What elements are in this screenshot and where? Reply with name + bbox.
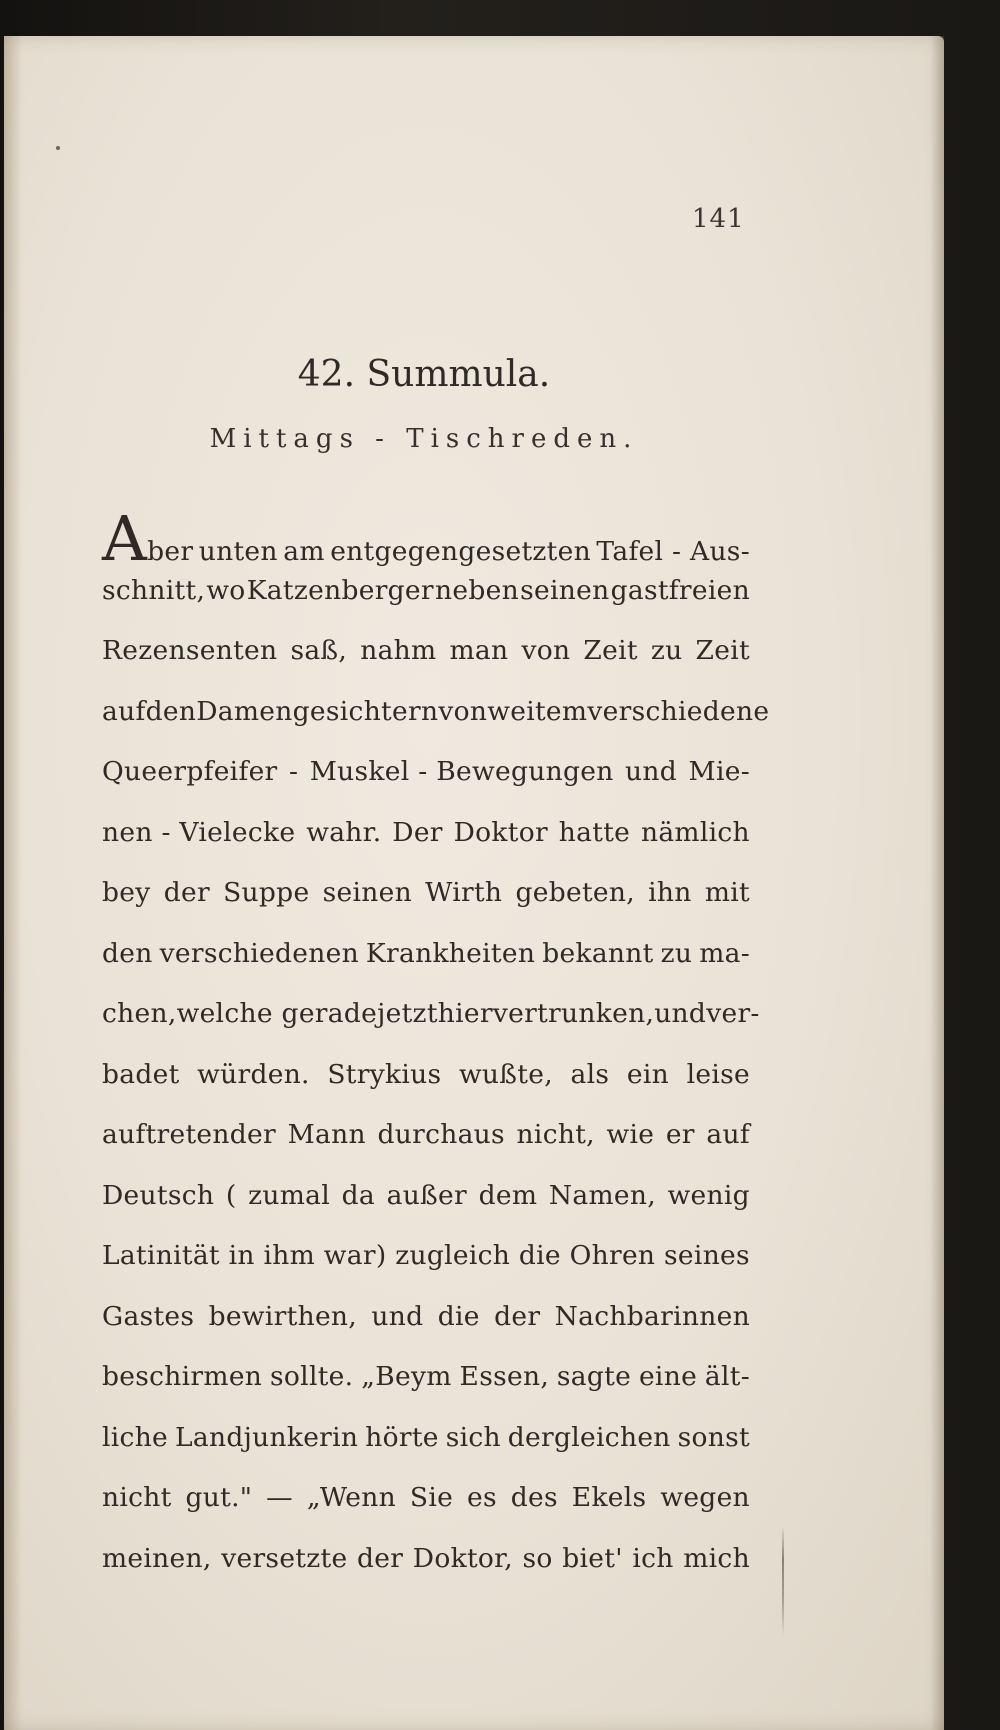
word: Deutsch <box>102 1179 215 1211</box>
word: Krankheiten <box>365 937 536 969</box>
word: den <box>145 695 197 727</box>
word: außer <box>386 1179 468 1211</box>
word: verschiedene <box>587 695 770 727</box>
word: der <box>494 1300 541 1332</box>
word: nicht, <box>516 1119 595 1150</box>
word: durchaus <box>377 1119 505 1150</box>
word: bewirthen, <box>208 1300 358 1332</box>
word: seinen <box>520 574 610 606</box>
word: mit <box>704 877 750 908</box>
text-line <box>102 998 760 1059</box>
word: Ekels <box>571 1482 647 1513</box>
word: bekannt <box>542 937 654 969</box>
word: ihm <box>263 1240 316 1271</box>
word: gastfreien <box>610 574 750 606</box>
word: sagte <box>556 1361 632 1392</box>
word: dem <box>478 1179 538 1211</box>
word: den <box>102 937 153 969</box>
body-text <box>102 502 770 1603</box>
text-line <box>102 1240 750 1301</box>
drop-cap: A <box>102 502 148 575</box>
word: Doktor, <box>412 1542 513 1574</box>
word: „Wenn <box>306 1482 397 1513</box>
word: Suppe <box>223 877 310 908</box>
word: ält- <box>704 1361 750 1392</box>
text-line <box>102 502 750 575</box>
word: so <box>522 1542 553 1574</box>
word: nahm <box>360 635 437 666</box>
word: Zeit <box>695 635 750 666</box>
word: zugleich <box>395 1240 511 1271</box>
word: seines <box>664 1240 750 1271</box>
word: sich <box>445 1421 501 1453</box>
text-line <box>102 575 750 636</box>
word: versetzte <box>221 1542 348 1574</box>
word: Doktor <box>453 816 548 848</box>
word: Gastes <box>102 1300 195 1332</box>
text-line <box>102 1361 750 1422</box>
pencil-mark <box>782 1526 784 1636</box>
text-line <box>102 695 770 757</box>
word: Ohren <box>569 1240 656 1271</box>
word: ihn <box>648 877 692 908</box>
text-line <box>102 1482 750 1543</box>
word: sonst <box>677 1421 750 1453</box>
word: Rezensenten <box>102 635 278 666</box>
text-line <box>102 1422 750 1483</box>
word: Wirth <box>425 877 503 908</box>
word: und <box>371 1300 424 1332</box>
word: Sie <box>409 1482 454 1513</box>
word: Nachbarinnen <box>554 1300 750 1332</box>
word: wahr. <box>306 816 382 848</box>
text-line <box>102 1180 750 1241</box>
word: zu <box>650 635 683 666</box>
word: meinen, <box>102 1542 212 1574</box>
paper-sheet <box>4 36 944 1730</box>
page-number: 141 <box>692 204 745 234</box>
word: Damengesichtern <box>196 695 439 727</box>
word: gut." <box>185 1482 253 1513</box>
word: ( <box>225 1179 237 1211</box>
word: Der <box>392 816 443 848</box>
word: Mie- <box>688 756 750 787</box>
word: man <box>449 635 509 666</box>
word: schnitt, <box>102 574 206 606</box>
word: ein <box>626 1058 670 1090</box>
word: mich <box>683 1542 750 1574</box>
word: von <box>438 695 488 727</box>
word: auf <box>102 695 146 727</box>
word: unten <box>198 536 278 567</box>
paper-speck <box>56 146 60 150</box>
word: Mann <box>287 1119 366 1150</box>
word: es <box>467 1482 497 1513</box>
word: wie <box>606 1119 655 1150</box>
word: nämlich <box>640 816 750 848</box>
word: entgegengesetzten <box>330 536 591 567</box>
text-line <box>102 1119 750 1180</box>
word: Zeit <box>583 635 638 666</box>
word: hörte <box>365 1421 439 1453</box>
text-line <box>102 635 750 696</box>
word: Muskel - Bewegungen <box>309 756 614 787</box>
word: der <box>357 1542 404 1574</box>
text-line <box>102 1543 750 1604</box>
text-line <box>102 938 750 999</box>
page-edge-shadow <box>930 36 944 1730</box>
word: liche <box>102 1421 169 1453</box>
word: Landjunkerin <box>174 1421 359 1453</box>
word: Queerpfeifer <box>102 756 278 787</box>
word: leise <box>686 1058 750 1090</box>
word: gebeten, <box>515 877 635 908</box>
text-line <box>102 756 750 817</box>
word: wegen <box>660 1482 750 1513</box>
word: ich <box>632 1542 674 1574</box>
word: „Beym <box>361 1361 452 1392</box>
word: am <box>283 536 325 567</box>
text-line <box>102 817 750 878</box>
word: Namen, <box>548 1179 656 1211</box>
word: wo <box>206 574 246 606</box>
word: und <box>625 756 678 787</box>
first-word <box>102 502 194 575</box>
word: saß, <box>290 635 348 666</box>
word: in <box>228 1240 255 1271</box>
word: neben <box>435 574 519 606</box>
word: zu <box>660 937 693 969</box>
word: wenig <box>667 1179 750 1211</box>
word: ver- <box>706 998 760 1029</box>
word: wußte, <box>458 1058 553 1090</box>
word: badet <box>102 1058 180 1090</box>
word: chen, <box>102 998 177 1029</box>
word: von <box>521 635 571 666</box>
word: — <box>266 1482 293 1513</box>
word: beschirmen <box>102 1361 263 1392</box>
word: hatte <box>558 816 631 848</box>
word: ber <box>147 536 194 567</box>
word: vertrunken, <box>492 998 655 1029</box>
word: - <box>288 756 299 787</box>
text-line <box>102 877 750 938</box>
word: auftretender <box>102 1119 276 1150</box>
word: nen - Vielecke <box>102 816 296 848</box>
word: nicht <box>102 1482 172 1513</box>
word: da <box>341 1179 375 1211</box>
word: er <box>665 1119 695 1150</box>
word: war) <box>323 1240 387 1271</box>
word: auf <box>706 1119 750 1150</box>
word: Tafel - Aus- <box>596 536 750 567</box>
word: bey <box>102 877 151 908</box>
word: die <box>437 1300 480 1332</box>
word: jetzt <box>377 998 438 1029</box>
word: seinen <box>322 877 412 908</box>
word: Katzenberger <box>246 574 434 606</box>
word: des <box>510 1482 558 1513</box>
word: die <box>518 1240 561 1271</box>
chapter-heading: 42. Summula. <box>297 354 551 395</box>
word: biet' <box>562 1542 623 1574</box>
text-line <box>102 1059 750 1120</box>
word: verschiedenen <box>159 937 359 969</box>
word: weitem <box>487 695 588 727</box>
word: hier <box>437 998 493 1029</box>
word: der <box>163 877 210 908</box>
word: zumal <box>248 1179 331 1211</box>
word: Strykius <box>327 1058 442 1090</box>
word: welche gerade <box>176 998 378 1029</box>
text-line <box>102 1301 750 1362</box>
word: Essen, <box>459 1361 550 1392</box>
word: sollte. <box>270 1361 354 1392</box>
word: und <box>654 998 707 1029</box>
word: würden. <box>197 1058 310 1090</box>
word: Latinität <box>102 1240 220 1271</box>
word: als <box>570 1058 610 1090</box>
chapter-subtitle: Mittags - Tischreden. <box>209 424 639 454</box>
word: eine <box>638 1361 698 1392</box>
word: ma- <box>699 937 750 969</box>
word: dergleichen <box>507 1421 671 1453</box>
